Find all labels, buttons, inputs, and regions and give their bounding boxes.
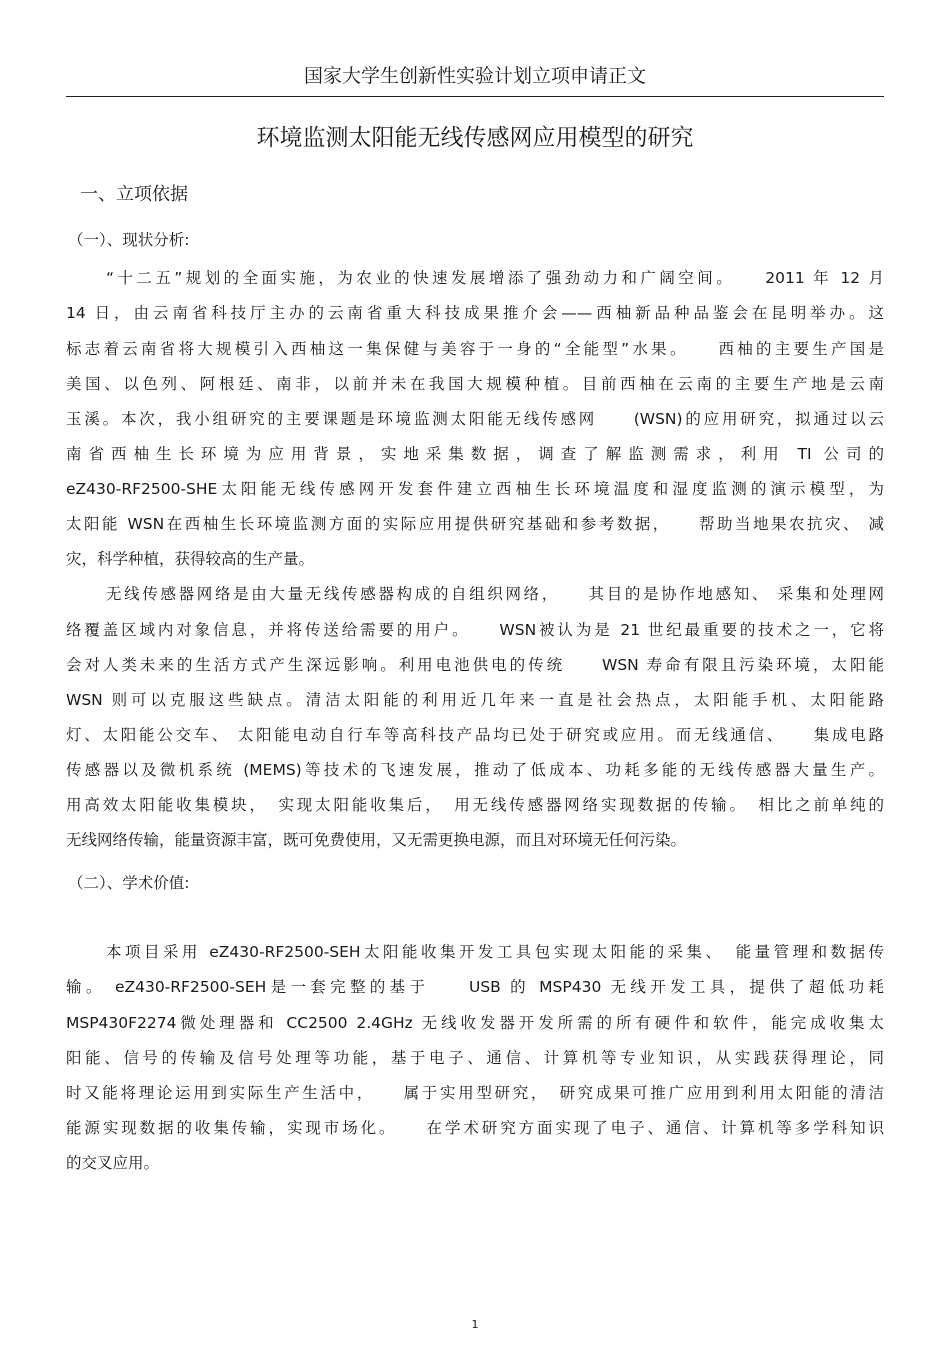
paragraph-line: 阳能、信号的传输及信号处理等功能，基于电子、通信、计算机等专业知识，从实践获得理论，同 bbox=[66, 1049, 884, 1067]
paragraph-line: 的交叉应用。 bbox=[66, 1154, 160, 1172]
paragraph-line: 无线网络传输，能量资源丰富，既可免费使用，又无需更换电源，而且对环境无任何污染。 bbox=[66, 831, 687, 849]
paragraph-line: 标志着云南省将大规模引入西柚这一集保健与美容于一身的“全能型”水果。 西柚的主要生产国是 bbox=[66, 340, 884, 358]
paragraph-line: 14 日，由云南省科技厅主办的云南省重大科技成果推介会——西柚新品种品鉴会在昆明举办。这 bbox=[66, 304, 884, 322]
paragraph-line: 输。 eZ430-RF2500-SEH是一套完整的基于 USB 的 MSP430 无线开发工具，提供了超低功耗 bbox=[66, 978, 884, 996]
paragraph-line: MSP430F2274微处理器和 CC2500 2.4GHz 无线收发器开发所需的所有硬件和软件，能完成收集太 bbox=[66, 1014, 884, 1032]
section-heading-basis: 一、立项依据 bbox=[80, 184, 188, 205]
paragraph-line: 本项目采用 eZ430-RF2500-SEH太阳能收集开发工具包实现太阳能的采集、 能量管理和数据传 bbox=[106, 943, 884, 961]
paragraph-line: 用高效太阳能收集模块， 实现太阳能收集后， 用无线传感器网络实现数据的传输。 相比之前单纯的 bbox=[66, 796, 884, 814]
running-header: 国家大学生创新性实验计划立项申请正文 bbox=[303, 65, 646, 87]
paragraph-line: 太阳能 WSN在西柚生长环境监测方面的实际应用提供研究基础和参考数据， 帮助当地果农抗灾、 减 bbox=[66, 515, 884, 533]
paragraph-line: 美国、以色列、阿根廷、南非，以前并未在我国大规模种植。目前西柚在云南的主要生产地是云南 bbox=[66, 375, 884, 393]
subsection-heading-academic-value: （二）、学术价值: bbox=[68, 874, 190, 892]
paragraph-line: 络覆盖区域内对象信息，并将传送给需要的用户。 WSN被认为是 21 世纪最重要的技术之一，它将 bbox=[66, 621, 884, 639]
paragraph-line: 灯、太阳能公交车、 太阳能电动自行车等高科技产品均已处于研究或应用。而无线通信、 集成电路 bbox=[66, 726, 884, 744]
header-divider bbox=[66, 96, 884, 97]
paragraph-line: 无线传感器网络是由大量无线传感器构成的自组织网络， 其目的是协作地感知、 采集和处理网 bbox=[106, 585, 884, 603]
paragraph-line: WSN 则可以克服这些缺点。清洁太阳能的利用近几年来一直是社会热点，太阳能手机、太阳能路 bbox=[66, 691, 884, 709]
paragraph-line: “十二五”规划的全面实施，为农业的快速发展增添了强劲动力和广阔空间。 2011 年 12 月 bbox=[106, 269, 884, 287]
paragraph-line: 玉溪。本次，我小组研究的主要课题是环境监测太阳能无线传感网 (WSN)的应用研究，拟通过以云 bbox=[66, 410, 884, 428]
paragraph-line: 南省西柚生长环境为应用背景，实地采集数据，调查了解监测需求，利用 TI 公司的 bbox=[66, 445, 884, 463]
paragraph-line: 能源实现数据的收集传输，实现市场化。 在学术研究方面实现了电子、通信、计算机等多学科知识 bbox=[66, 1119, 884, 1137]
paragraph-line: 传感器以及微机系统 (MEMS)等技术的飞速发展，推动了低成本、功耗多能的无线传感器大量生产。 bbox=[66, 761, 884, 779]
paragraph-line: eZ430-RF2500-SHE太阳能无线传感网开发套件建立西柚生长环境温度和湿度监测的演示模型，为 bbox=[66, 480, 884, 498]
paragraph-line: 时又能将理论运用到实际生产生活中， 属于实用型研究， 研究成果可推广应用到利用太阳能的清洁 bbox=[66, 1084, 884, 1102]
document-title: 环境监测太阳能无线传感网应用模型的研究 bbox=[256, 125, 694, 151]
paragraph-line: 灾，科学种植，获得较高的生产量。 bbox=[66, 550, 315, 568]
page-number: 1 bbox=[471, 1318, 479, 1331]
paragraph-line: 会对人类未来的生活方式产生深远影响。利用电池供电的传统 WSN 寿命有限且污染环境，太阳能 bbox=[66, 656, 884, 674]
subsection-heading-status: （一）、现状分析: bbox=[68, 231, 190, 249]
